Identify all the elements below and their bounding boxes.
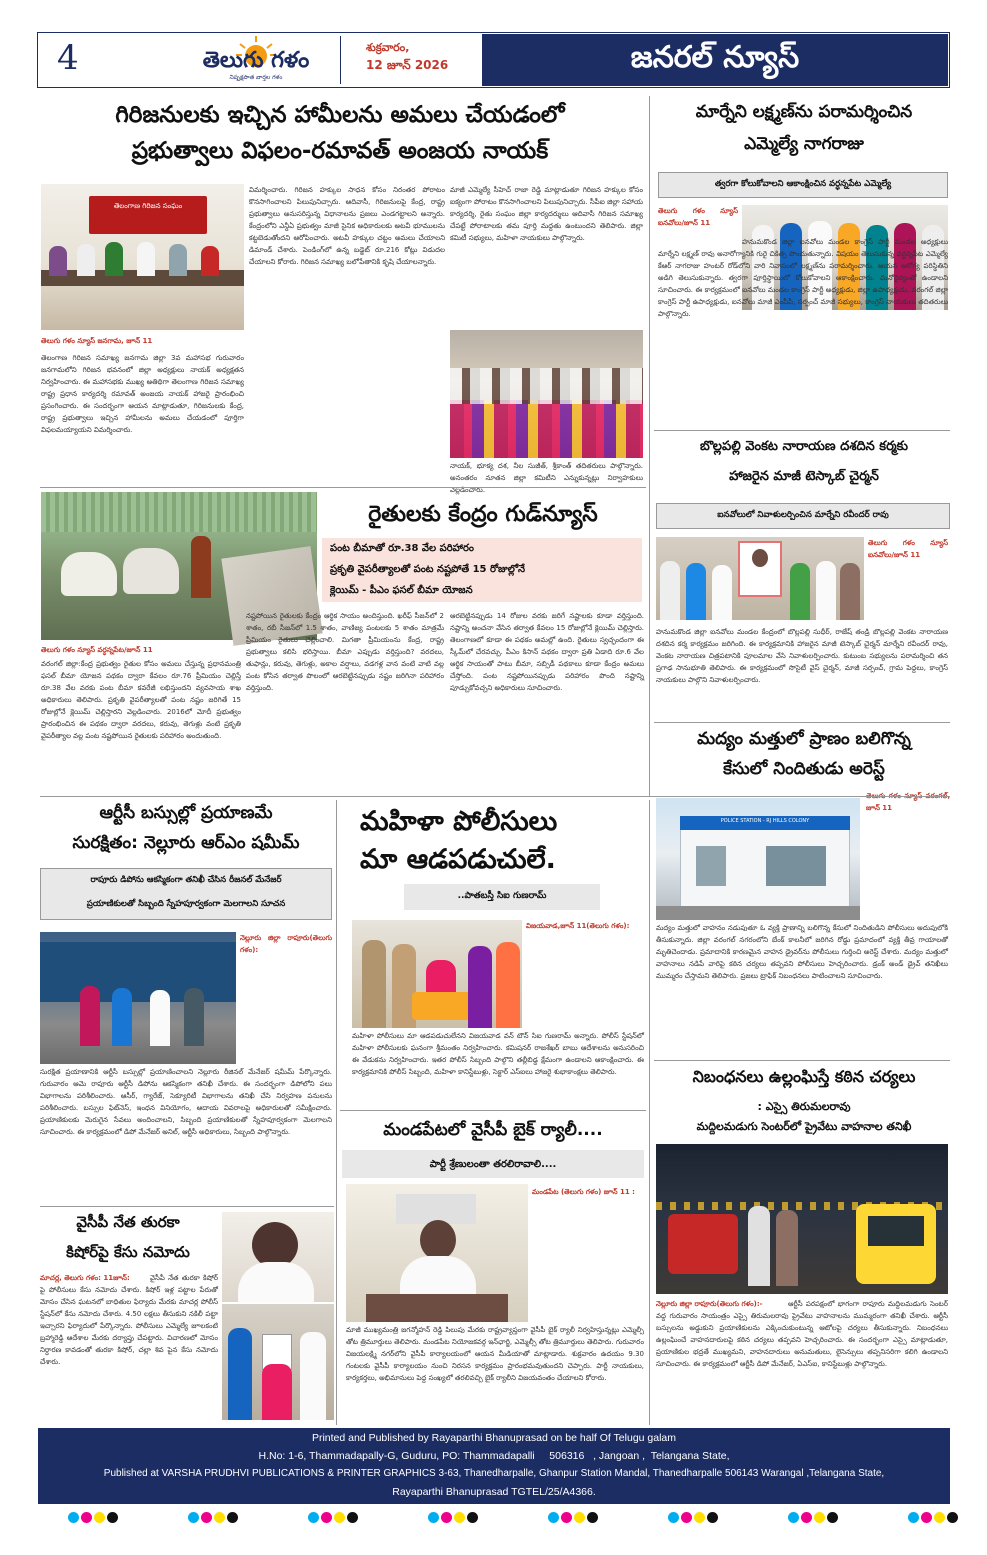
headline-ycp-1: వైసీపీ నేత తురకా: [76, 1213, 180, 1231]
subhead-bike-rally: పార్టీ శ్రేణులంతా తరలిరావాలి....: [429, 1159, 557, 1170]
person: [300, 1332, 326, 1420]
column-divider: [336, 800, 337, 1425]
person: [468, 946, 492, 1028]
crowd: [450, 368, 643, 404]
body-bike-rally: మాజీ ముఖ్యమంత్రి జగన్మోహన్ రెడ్డి పిలుపు మేరకు రాష్ట్రవ్యాప్తంగా వైసీపీ బైక్ ర్యాలీ నిర్వహిస్తున్నట్లు ఎమ్మెల్సీ తోట త్రిమూర్తులు తెలిపారు. మండపేట నియోజకవర్గ ఇన్‌ఛార్జి, ఎమ్మెల్సీ తోట త్రిమూర్తులు తెలిపారు. గురువారం విజయలక్ష్మి నగర్‌లోని వైసీపీ కార్యాలయంలో ఆయన మీడియాతో మాట్లాడారు. శుక్రవారం ఉదయం 9.30 గంటలకు వైసీపీ కార్యాలయం నుంచి నిరసన కార్యక్రమం ప్రారంభమవుతుందని చెప్పారు. పార్టీ నాయకులు, కార్యకర్తలు, అభిమానులు పెద్ద సంఖ్యలో తరలివచ్చి బైక్ ర్యాలీని విజయవంతం చేయాలని కోరారు.: [346, 1326, 644, 1382]
auto-window: [868, 1216, 924, 1246]
section-rule: [654, 722, 950, 723]
sub-rules-2: మద్దిలమడుగు సెంటర్‌లో ప్రైవేటు వాహనాల తనిఖీ: [696, 1120, 912, 1133]
sub-farmers-2: ప్రకృతి వైపరీత్యాలతో పంట నష్టపోతే 15 రోజుల్లోనే: [330, 564, 526, 575]
registration-dot: [707, 1512, 718, 1523]
registration-dot: [587, 1512, 598, 1523]
subhead-women-police: ..పాతబస్తీ సిఐ గుణరామ్: [457, 891, 547, 901]
registration-dot: [548, 1512, 559, 1523]
headline-ycp-2: కిషోర్‌పై కేసు నమోదు: [66, 1243, 190, 1261]
section-rule: [40, 796, 950, 797]
section-rule: [40, 1206, 334, 1207]
registration-dot: [814, 1512, 825, 1523]
headline-drunk-2: కేసులో నిందితుడు అరెస్ట్: [723, 759, 885, 779]
registration-dot: [934, 1512, 945, 1523]
dateline-rtc: నెల్లూరు జిల్లా రాపూరు(తెలుగు గళం):: [240, 934, 332, 954]
body-women-police: మహిళా పోలీసులు మా ఆడపడుచులేనని విజయవాడ వన్ టౌన్ సిఐ గుణరామ్ అన్నారు. పోలీస్ స్టేషన్‌లో మహిళా పోలీసులకు ఘనంగా శ్రీమంతం నిర్వహించారు. కమిషనర్ రాజశేఖర్ బాబు ఆదేశాలను అనుసరించి ఈ వేడుకను నిర్వహించారు. ఇతర పోలీస్ సిబ్బంది పాల్గొని తల్లీబిడ్డ క్షేమంగా ఉండాలని ఆకాంక్షించారు. ఈ కార్యక్రమానికి పోలీస్ సిబ్బంది, మహిళా కానిస్టేబుళ్లు, సెక్టార్ ఎస్ఐలు హాజరై శుభాకాంక్షలు తెలిపారు.: [352, 1032, 644, 1076]
photo-baby-shower: [352, 920, 522, 1028]
dateline-bike-rally: మండపేట (తెలుగు గళం) జూన్ 11 :: [532, 1188, 635, 1196]
registration-dot: [334, 1512, 345, 1523]
dateline-ycp: మాచర్ల, తెలుగు గళం: 11జూన్:: [40, 1274, 130, 1282]
section-rule: [40, 487, 646, 488]
person: [228, 1328, 252, 1420]
body-girijan-col2: విమర్శించారు. గిరిజన హక్కుల సాధన కోసం నిరంతర పోరాటం కొనసాగించాలని పిలుపునిచ్చారు. ఆదివాసీ, గిరిజనులపై కేంద్ర, రాష్ట్ర ప్రభుత్వాలు అనుసరిస్తున్న విధానాలను ప్రజలు ఎండగట్టాలని అన్నారు. కేంద్రంలోని ఎన్డీఏ ప్రభుత్వం మాజీ సైనిక అధికారులకు అటవీ భూములను కట్టబెడుతోందని ఆరోపించారు. అటవీ హక్కుల చట్టం అమలు చేయాలని డిమాండ్ చేశారు. పెండింగ్‌లో ఉన్న బడ్జెట్ రూ.216 కోట్లు విడుదల చేయాలని కోరారు. గిరిజన సమాఖ్య బలోపేతానికి కృషి చేయాలన్నారు.: [249, 186, 445, 266]
window: [766, 846, 826, 886]
headline-mla-2: ఎమ్మెల్యే నాగరాజు: [744, 134, 864, 154]
headline-girijan-2: ప్రభుత్వాలు విఫలం-రమావత్ అంజయ నాయక్: [131, 138, 549, 164]
person: [816, 561, 836, 620]
person: [137, 242, 155, 276]
headline-rtc-1: ఆర్టీసీ బస్సుల్లో ప్రయాణమే: [99, 803, 273, 823]
registration-dot: [441, 1512, 452, 1523]
headline-bike-rally: మండపేటలో వైసీపీ బైక్ ర్యాలీ....: [383, 1120, 603, 1140]
dateline-farmers: తెలుగు గళం న్యూస్ వర్ధన్నపేట/జూన్ 11: [41, 646, 153, 654]
registration-dot: [94, 1512, 105, 1523]
section-rule: [654, 1060, 950, 1061]
headline-bollampalli-1: బొల్లపల్లి వెంకట నారాయణ దశదిన కర్మకు: [700, 439, 908, 454]
window: [696, 846, 726, 886]
person: [105, 242, 123, 276]
person: [184, 988, 204, 1046]
headline-bollampalli-2: హాజరైన మాజీ టెస్కాబ్ చైర్మన్: [729, 469, 879, 484]
masthead-divider: [340, 36, 341, 84]
registration-dot: [454, 1512, 465, 1523]
crowd: [450, 400, 643, 458]
section-rule: [654, 430, 950, 431]
headline-women-police-2: మా ఆడపడుచులే.: [360, 844, 556, 875]
sub-rules-1: : ఎస్సై తిరుమలరావు: [757, 1100, 851, 1113]
vehicle: [668, 1214, 738, 1274]
photo-ycp-leader: [222, 1212, 334, 1302]
headline-rules: నిబంధనలు ఉల్లంఘిస్తే కఠిన చర్యలు: [692, 1067, 916, 1086]
subhead-rtc-1: రాపూరు డిపోను ఆకస్మికంగా తనిఖీ చేసిన రీజనల్ మేనేజర్: [90, 875, 282, 885]
body-bollampalli: హనుమకొండ జిల్లా ఐనవోలు మండల కేంద్రంలో బొల్లపల్లి సుధీర్, రాజేష్ తండ్రి బొల్లపల్లి వెంకట నారాయణ దశదిన కర్మ కార్యక్రమం జరిగింది. ఈ కార్యక్రమానికి హాజరైన మాజీ టెస్కాబ్ చైర్మన్ మార్నేని రవీందర్ రావు, వెంకట నారాయణ చిత్రపటానికి పూలమాల వేసి నివాళులర్పించారు. కుటుంబ సభ్యులను పరామర్శించి తన ప్రగాఢ సానుభూతి తెలిపారు. ఈ కార్యక్రమంలో సొసైటీ వైస్ చైర్మన్, మాజీ సర్పంచ్, గ్రామ పెద్దలు, కాంగ్రెస్ నాయకులు పాల్గొని నివాళులర్పించారు.: [656, 628, 948, 684]
dateline-rules: నెల్లూరు జిల్లా రాపూరు(తెలుగు గళం):-: [656, 1300, 763, 1308]
person: [49, 246, 67, 276]
dateline-drunk: తెలుగు గళం న్యూస్ వరంగల్, జూన్ 11: [866, 792, 950, 812]
person: [496, 942, 520, 1028]
headline-drunk-1: మద్యం మత్తులో ప్రాణం బలిగొన్న: [697, 729, 911, 749]
column-divider: [649, 96, 650, 796]
person: [201, 246, 219, 276]
registration-dot: [308, 1512, 319, 1523]
body-drunk-side: [866, 818, 950, 918]
person: [77, 244, 95, 276]
bullock: [123, 548, 179, 594]
registration-dot: [801, 1512, 812, 1523]
body-women-police-side: [526, 946, 644, 1028]
officer: [748, 1206, 770, 1286]
registration-dot: [321, 1512, 332, 1523]
shirt: [238, 1262, 314, 1302]
body-drunk: మద్యం మత్తులో వాహనం నడుపుతూ ఓ వ్యక్తి ప్రాణాన్ని బలిగొన్న కేసులో నిందితుడిని పోలీసులు అదుపులోకి తీసుకున్నారు. జిల్లా వరంగల్ నగరంలోని బేంక్ కాలనీలో జరిగిన రోడ్డు ప్రమాదంలో వ్యక్తి తీవ్ర గాయాలతో మృతిచెందాడు. ప్రమాదానికి కారణమైన వాహన డ్రైవర్‌ను పోలీసులు గుర్తించి అరెస్ట్ చేశారు. మద్యం మత్తులో వాహనాలు నడిపే వారిపై కఠిన చర్యలు తప్పవని పోలీసులు హెచ్చరించారు. డ్రంక్ అండ్ డ్రైవ్ తనిఖీలు ముమ్మరం చేస్తామని తెలిపారు. ప్రజలు ట్రాఫిక్ నిబంధనలు పాటించాలని సూచించారు.: [656, 924, 948, 980]
person: [660, 561, 680, 620]
headline-rtc-2: సురక్షితం: నెల్లూరు ఆర్ఎం షమీమ్: [72, 833, 300, 853]
body-rules: ఆర్టీసీ పరపక్షంలో భాగంగా రాపూరు మద్దిలమడుగు సెంటర్ వద్ద గురువారం సాయంత్రం ఎస్సై తిరుమలరావు ప్రైవేటు వాహనాలను ముమ్మరంగా తనిఖీ చేశారు. ఆర్టీసీ బస్సులను అడ్డుకుని ప్రయాణికులను ఎక్కించుకుంటున్న ఆటోలపై చర్యలు తీసుకున్నారు. నిబంధనలు ఉల్లంఘించే వాహనదారులపై కఠిన చర్యలు తప్పవని హెచ్చరించారు. ఈ సందర్భంగా ఎస్సై మాట్లాడుతూ, ప్రయాణికుల భద్రతే ముఖ్యమని, వాహనదారులు అనుమతులు, లైసెన్సులు తప్పనిసరిగా కలిగి ఉండాలని సూచించారు. ఈ కార్యక్రమంలో ఆర్టీసీ డిపో మేనేజర్, ఏఎస్ఐ, కానిస్టేబుళ్లు పాల్గొన్నారు.: [656, 1300, 948, 1368]
subhead-rtc-2: ప్రయాణికులతో సిబ్బంది స్నేహపూర్వకంగా మెలగాలని సూచన: [86, 899, 286, 909]
headline-women-police-1: మహిళా పోలీసులు: [360, 806, 558, 837]
bus: [40, 942, 236, 1002]
photo-rtc-depot: [40, 932, 236, 1064]
dateline-bollampalli: తెలుగు గళం న్యూస్ ఐనవోలు/జూన్ 11: [868, 539, 948, 559]
subhead-bollampalli: ఐనవోలులో నివాళులర్పించిన మార్నేని రవీందర్ రావు: [717, 510, 889, 520]
footer-line-1: Printed and Published by Rayaparthi Bhanuprasad on be half Of Telugu galam: [311, 1432, 677, 1444]
headline-mla-1: మార్నేని లక్ష్మణ్‌ను పరామర్శించిన: [695, 102, 913, 122]
footer-line-4: Rayaparthi Bhanuprasad TGTEL/25/A4366.: [392, 1486, 596, 1498]
registration-dot: [68, 1512, 79, 1523]
registration-dot: [107, 1512, 118, 1523]
section-rule: [340, 1110, 646, 1111]
footer-line-2: H.No: 1-6, Thammadapally-G, Guduru, PO: Thammadapalli 506316 , Jangoan , Telangana State,: [258, 1450, 730, 1462]
photo-mlc-press: [346, 1184, 528, 1322]
registration-dot: [81, 1512, 92, 1523]
column-divider: [649, 800, 650, 1425]
registration-dot: [561, 1512, 572, 1523]
photo-girijan-group: [450, 330, 643, 458]
logo-wordmark: తెలుగు గళం: [202, 48, 310, 73]
registration-dot: [827, 1512, 838, 1523]
photo-vehicle-check: [656, 1144, 948, 1294]
registration-dot: [347, 1512, 358, 1523]
person: [776, 1210, 798, 1286]
headline-girijan-1: గిరిజనులకు ఇచ్చిన హామీలను అమలు చేయడంలో: [115, 102, 565, 128]
photo-girijan-meeting: [41, 184, 244, 330]
person: [112, 988, 132, 1046]
registration-dot: [428, 1512, 439, 1523]
banner-girijan-text: తెలంగాణ గిరిజన సంఘం: [113, 202, 183, 210]
registration-dot: [921, 1512, 932, 1523]
dateline-girijan: తెలుగు గళం న్యూస్ జనగామ, జూన్ 11: [41, 337, 153, 345]
photo-bollampalli: [656, 537, 864, 620]
sub-farmers-3: క్లెయిమ్ - పీఎం ఫసల్ బీమా యోజన: [330, 585, 473, 596]
body-girijan-col4: నాయక్, భూక్య దశ, నీల సుజీత్, శ్రీకాంత్ తదితరులు పాల్గొన్నారు. అనంతరం నూతన జిల్లా కమిటీని ఎన్నుకున్నట్లు నిర్వాహకులు వెల్లడించారు.: [450, 462, 643, 494]
registration-dot: [214, 1512, 225, 1523]
sub-farmers-1: పంట బీమాతో రూ.38 వేల పరిహారం: [330, 543, 474, 554]
registration-dot: [668, 1512, 679, 1523]
registration-dot: [201, 1512, 212, 1523]
photo-ycp-complaint: [222, 1304, 334, 1420]
logo-tagline: నిష్పక్షపాత వార్తల గళం: [229, 74, 283, 81]
registration-dot: [947, 1512, 958, 1523]
registration-dot: [188, 1512, 199, 1523]
face: [420, 1220, 456, 1260]
registration-dot: [908, 1512, 919, 1523]
portrait: [752, 549, 768, 567]
body-girijan-col3: మాజీ ఎమ్మెల్యే సీహెచ్ రాజా రెడ్డి మాట్లాడుతూ గిరిజన హక్కుల కోసం ఐక్యంగా పోరాటం కొనసాగించాలని పిలుపునిచ్చారు. సీపీఐ జిల్లా సహాయ కార్యదర్శి, రైతు సంఘం జిల్లా కార్యదర్శులు ఆదివాసీ గిరిజన సమాఖ్య చేపట్టే పోరాటాలకు తమ పూర్తి మద్దతు ఉంటుందని తెలిపారు. జిల్లా కమిటీ సభ్యులు, మహిళా నాయకులు పాల్గొన్నారు.: [450, 186, 643, 242]
body-farmers-col1: వరంగల్ జిల్లా:కేంద్ర ప్రభుత్వం రైతుల కోసం అమలు చేస్తున్న ప్రధానమంత్రి ఫసల్ బీమా యోజన పథకం ద్వారా కేవలం రూ.76 ప్రీమియం చెల్లిస్తే రూ.38 వేల వరకు పంట బీమా కవరేజీ లభిస్తుందని వ్యవసాయ శాఖ అధికారులు తెలిపారు. ప్రకృతి వైపరీత్యాలతో పంట నష్టం జరిగితే 15 రోజుల్లోనే క్లెయిమ్ చెల్లిస్తారని వెల్లడించారు. 2016లో మోదీ ప్రభుత్వం ప్రారంభించిన ఈ పథకం ద్వారా వరదలు, కరువు, తెగుళ్లు వంటి ప్రకృతి వైపరీత్యాల వల్ల పంట నష్టపోయిన రైతులకు పరిహారం అందుతుంది.: [41, 660, 241, 740]
farmer: [191, 536, 211, 598]
registration-dot: [681, 1512, 692, 1523]
body-girijan-col1: తెలంగాణ గిరిజన సమాఖ్య జనగామ జిల్లా 3వ మహాసభ గురువారం జనగామలోని గిరిజన భవనంలో జిల్లా అధ్యక్షులు నాయక్ అధ్యక్షతన నిర్వహించారు. ఈ మహాసభకు ముఖ్య అతిథిగా తెలంగాణ గిరిజన సమాఖ్య రాష్ట్ర ప్రధాన కార్యదర్శి రమావత్ అంజయ నాయక్ హాజరై ప్రారంభించి ప్రసంగించారు. ఈ సందర్భంగా ఆయన మాట్లాడుతూ, గిరిజనులకు కేంద్ర, రాష్ట్ర ప్రభుత్వాలు ఇచ్చిన హామీలను అమలు చేయడంలో పూర్తిగా విఫలమయ్యాయని విమర్శించారు.: [41, 354, 244, 434]
page-number: 4: [57, 38, 79, 78]
body-farmers-col3: ఆరబెట్టినప్పుడు 14 రోజుల వరకు జరిగే నష్టాలకు కూడా వర్తిస్తుంది. నష్టాన్ని అంచనా వేసిన తర్వాత కేవలం 15 రోజుల్లోనే క్లెయిమ్ చెల్లిస్తారు. తెలంగాణలో కూడా ఈ పథకం అమల్లో ఉంది. రైతులు స్వచ్ఛందంగా ఈ స్కీమ్‌లో చేరవచ్చు. పీఎం కిసాన్ పథకం ద్వారా ప్రతి ఏడాది రూ.6 వేల ఆర్థిక సాయంతో పాటు బీమా, సబ్సిడీ పథకాలు కూడా కేంద్రం అమలు చేస్తోంది. పంట నష్టపోయినప్పుడు పరిహారం పొంది నష్టాన్ని పూడ్చుకోవచ్చని అధికారులు సూచించారు.: [450, 612, 644, 692]
person: [80, 986, 100, 1046]
person: [262, 1364, 292, 1420]
road: [656, 906, 860, 920]
registration-dot: [788, 1512, 799, 1523]
officer: [362, 940, 386, 1028]
guest: [426, 960, 456, 994]
person: [169, 244, 187, 276]
headline-farmers: రైతులకు కేంద్రం గుడ్‌న్యూస్: [368, 502, 598, 527]
person: [790, 563, 810, 620]
dateline-women-police: విజయవాడ,జూన్ 11(తెలుగు గళం):: [526, 922, 630, 930]
registration-dot: [694, 1512, 705, 1523]
masthead-date: 12 జూన్ 2026: [366, 58, 449, 72]
section-title: జనరల్ న్యూస్: [630, 40, 800, 75]
photo-police-station: [656, 798, 860, 920]
body-rtc-side: [240, 960, 332, 1060]
desk: [366, 1294, 508, 1322]
body-rtc: సురక్షిత ప్రయాణానికి ఆర్టీసీ బస్సుల్లో ప్రయాణించాలని నెల్లూరు రీజినల్ మేనేజర్ షమీమ్ పేర్కొన్నారు. గురువారం ఆమె రాపూరు ఆర్టీసీ డిపోను ఆకస్మికంగా తనిఖీ చేశారు. ఈ సందర్భంగా డిపోలోని పలు విభాగాలను పరిశీలించారు. ఆసీర్, గ్యారేజ్, సెక్యూరిటీ విభాగాలను తనిఖీ చేసి నిర్వహణ పనులను పరిశీలించారు. బస్సుల ఫిట్‌నెస్, ఇంధన వినియోగం, ఆదాయ వివరాలపై అధికారులతో సమీక్షించారు. ప్రయాణికులకు మెరుగైన సేవలు అందించాలని, సిబ్బంది ప్రయాణికులతో స్నేహపూర్వకంగా మెలగాలని సూచించారు. ఈ కార్యక్రమంలో డిపో మేనేజర్ అనిల్, ఆర్టీసీ అధికారులు, సిబ్బంది పాల్గొన్నారు.: [40, 1068, 332, 1136]
subhead-mla: త్వరగా కోలుకోవాలని ఆకాంక్షించిన వర్ధన్నపేట ఎమ్మెల్యే: [714, 179, 892, 189]
paddy-field: [41, 492, 317, 532]
person: [840, 563, 860, 620]
person: [712, 565, 732, 620]
bullock: [61, 552, 117, 596]
registration-dot: [467, 1512, 478, 1523]
masthead-day: శుక్రవారం,: [366, 41, 410, 54]
body-mla: హనుమకొండ జిల్లా ఐనవోలు మండల కాంగ్రెస్ పార్టీ మండల అధ్యక్షులు మార్నేని లక్ష్మణ్ రావు అనారోగ్యానికి గురై చికిత్స పొందుతున్నారు. విషయం తెలుసుకున్న వర్ధన్నపేట ఎమ్మెల్యే కేఆర్ నాగరాజు హంటర్ రోడ్‌లోని వారి నివాసంలో లక్ష్మణ్‌ను పరామర్శించారు. ఆయన ఆరోగ్య పరిస్థితిని అడిగి తెలుసుకున్నారు. త్వరగా పూర్తిస్థాయిలో కోలుకోవాలని ఆకాంక్షించారు. మనోధైర్యంతో ఉండాలని సూచించారు. ఈ కార్యక్రమంలో ఐనవోలు మండల కాంగ్రెస్ పార్టీ అధ్యక్షుడు, జిల్లా ఉపాధ్యక్షుడు, వరంగల్ జిల్లా కాంగ్రెస్ పార్టీ ఉపాధ్యక్షుడు, ఐనవోలు మాజీ ఎంపీపీ, సర్పంచ్ మాజీ సభ్యులు, కాంగ్రెస్ నాయకులు తదితరులు పాల్గొన్నారు.: [658, 238, 948, 318]
station-sign-text: POLICE STATION - RJ HILLS COLONY: [720, 818, 810, 824]
masthead-logo: [186, 36, 326, 82]
person: [686, 563, 706, 620]
dateline-mla: తెలుగు గళం న్యూస్ ఐనవోలు/జూన్ 11: [658, 207, 738, 227]
body-bike-rally-side: [532, 1212, 644, 1320]
footer-line-3: Published at VARSHA PRUDHVI PUBLICATIONS & PRINTER GRAPHICS 3-63, Thanedharpalle, Ghanpur Station Mandal, Thanedharpalle 506143 Warangal ,Telangana State,: [103, 1468, 885, 1479]
body-ycp: వైసీపీ నేత తురకా కిషోర్ పై పోలీసులు కేసు నమోదు చేశారు. కిషోర్ ఇళ్ల పట్టాల పేరుతో మోసం చేసిన ఘటనలో బాధితుల ఫిర్యాదు మేరకు మాచర్ల పోలీస్ స్టేషన్‌లో కేసు నమోదు చేశారు. 4.50 లక్షలు తీసుకుని నకిలీ పట్టా ఇచ్చారని ఫిర్యాదులో పేర్కొన్నారు. పోలీసులు ఎమ్మెల్యే జూలకంటి బ్రహ్మారెడ్డి ఆదేశాల మేరకు దర్యాప్తు చేపట్టారు. విచారణలో మోసం నిర్ధారణ కావడంతో తురకా కిషోర్, చల్లా శివ పైన కేసు నమోదు చేశారు.: [40, 1274, 218, 1366]
body-farmers-col2: నష్టపోయిన రైతులకు కేంద్రం ఆర్థిక సాయం అందిస్తుంది. ఖరీఫ్ సీజన్‌లో 2 శాతం, రబీ సీజన్‌లో 1.5 శాతం, వాణిజ్య పంటలకు 5 శాతం మాత్రమే ప్రీమియం రైతులు చెల్లించాలి. మిగతా ప్రీమియంను కేంద్ర, రాష్ట్ర ప్రభుత్వాలు కలిసి భరిస్తాయి. బీమా ఎప్పుడు వర్తిస్తుంది? వరదలు, తుఫాన్లు, కరువు, తెగుళ్లు, అకాల వర్షాలు, వడగళ్ల వాన వంటి వాటి వల్ల పంట కోసిన తర్వాత పొలంలో ఆరబెట్టినప్పుడు నష్టం జరిగినా పరిహారం వర్తిస్తుంది.: [246, 612, 444, 692]
registration-dot: [227, 1512, 238, 1523]
person: [150, 990, 170, 1046]
registration-dot: [574, 1512, 585, 1523]
